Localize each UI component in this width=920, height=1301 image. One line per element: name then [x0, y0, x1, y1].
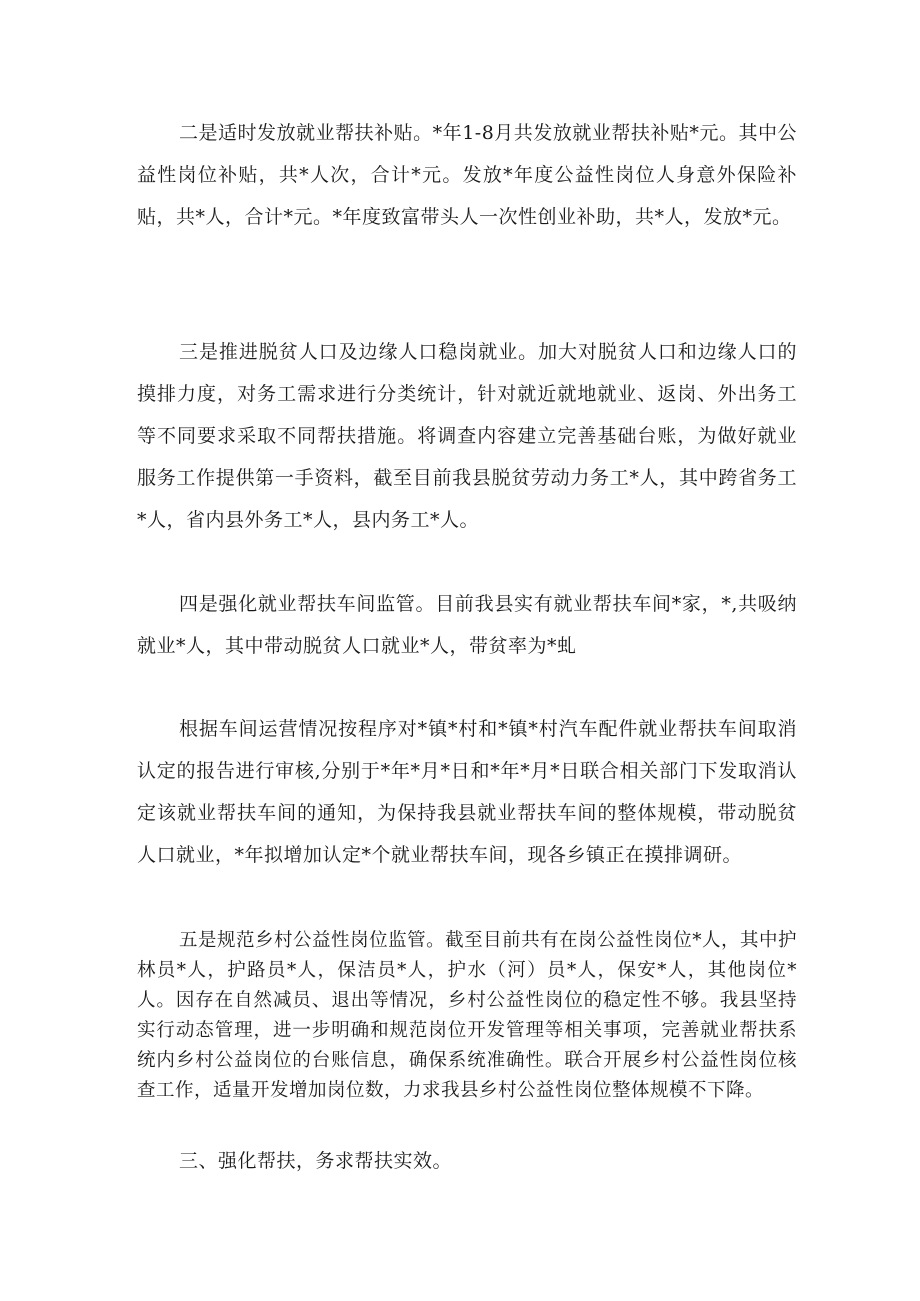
section-heading-strengthen-assistance: 三、强化帮扶，务求帮扶实效。	[179, 1150, 453, 1172]
paragraph-public-welfare-posts: 五是规范乡村公益性岗位监管。截至目前共有在岗公益性岗位*人，其中护林员*人，护路员*人，保洁员*人，护水（河）员*人，保安*人，其他岗位*人。因存在自然减员、退出等情况，乡村公益性岗位的稳定性不够。我县坚持实行动态管理，进一步明确和规范岗位开发管理等相关事项，完善就业帮扶系统内乡村公益岗位的台账信息，确保系统准确性。联合开展乡村公益性岗位核查工作，适量开发增加岗位数，力求我县乡村公益性岗位整体规模不下降。	[137, 930, 797, 1101]
paragraph-employment-subsidy: 二是适时发放就业帮扶补贴。*年1-8月共发放就业帮扶补贴*元。其中公益性岗位补贴，共*人次，合计*元。发放*年度公益性岗位人身意外保险补贴，共*人，合计*元。*年度致富带头人一次性创业补助，共*人，发放*元。	[137, 122, 797, 228]
paragraph-stable-employment: 三是推进脱贫人口及边缘人口稳岗就业。加大对脱贫人口和边缘人口的摸排力度，对务工需求进行分类统计，针对就近就地就业、返岗、外出务工等不同要求采取不同帮扶措施。将调查内容建立完善基础台账，为做好就业服务工作提供第一手资料，截至目前我县脱贫劳动力务工*人，其中跨省务工*人，省内县外务工*人，县内务工*人。	[137, 341, 797, 531]
paragraph-workshop-supervision: 四是强化就业帮扶车间监管。目前我县实有就业帮扶车间*家，*,共吸纳就业*人，其中带动脱贫人口就业*人，带贫率为*虬	[137, 593, 797, 657]
paragraph-workshop-review: 根据车间运营情况按程序对*镇*村和*镇*村汽车配件就业帮扶车间取消认定的报告进行审核,分别于*年*月*日和*年*月*日联合相关部门下发取消认定该就业帮扶车间的通知，为保持我县就业帮扶车间的整体规模，带动脱贫人口就业，*年拟增加认定*个就业帮扶车间，现各乡镇正在摸排调研。	[137, 718, 797, 866]
